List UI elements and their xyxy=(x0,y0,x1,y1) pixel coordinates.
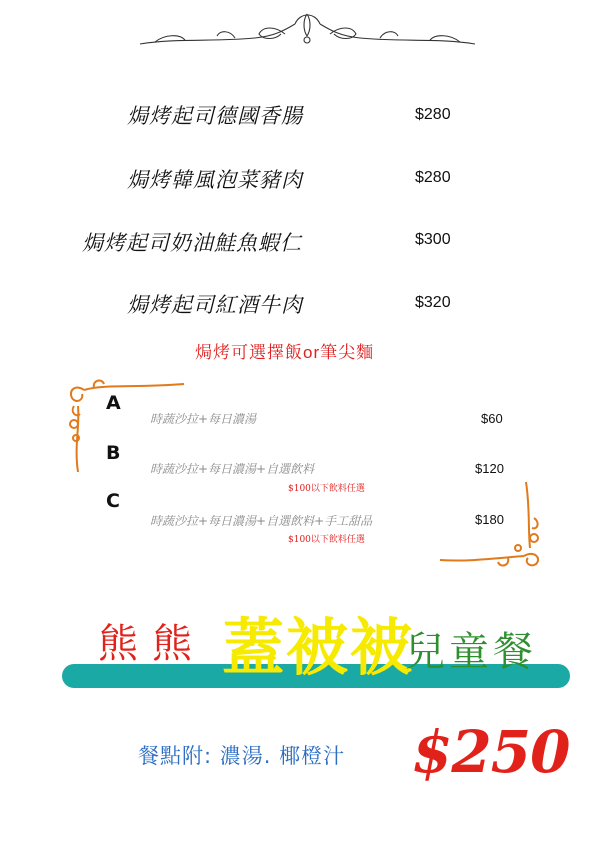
menu-item-price: $280 xyxy=(415,169,451,186)
drink-note: $100以下飲料任選 xyxy=(288,535,365,545)
kids-meal-price: $250 xyxy=(412,718,570,786)
top-ornament xyxy=(135,8,480,50)
set-letter: B xyxy=(106,442,121,464)
set-description: 時蔬沙拉+每日濃湯+自選飲料+手工甜品 xyxy=(150,514,373,528)
set-price: $120 xyxy=(475,461,504,476)
drink-note: $100以下飲料任選 xyxy=(288,484,365,494)
set-letter: A xyxy=(106,392,121,414)
kids-meal-title-part3: 兒童餐 xyxy=(405,629,537,675)
kids-meal-included: 餐點附: 濃湯. 椰橙汁 xyxy=(138,744,346,768)
menu-item-name: 焗烤韓風泡菜豬肉 xyxy=(127,168,303,192)
menu-item-name: 焗烤起司奶油鮭魚蝦仁 xyxy=(82,231,302,255)
set-price: $180 xyxy=(475,512,504,527)
kids-meal-title-part1: 熊熊 xyxy=(98,621,206,667)
rice-or-pasta-note: 焗烤可選擇飯or筆尖麵 xyxy=(195,343,375,362)
kids-meal-title-part2: 蓋被被 xyxy=(222,611,415,684)
set-description: 時蔬沙拉+每日濃湯+自選飲料 xyxy=(150,462,315,476)
set-description: 時蔬沙拉+每日濃湯 xyxy=(150,412,257,426)
menu-item-name: 焗烤起司德國香腸 xyxy=(127,104,303,128)
set-price: $60 xyxy=(481,411,503,426)
menu-item-name: 焗烤起司紅酒牛肉 xyxy=(127,293,303,317)
set-letter: C xyxy=(106,490,120,512)
menu-item-price: $280 xyxy=(415,106,451,123)
menu-item-price: $300 xyxy=(415,231,451,248)
menu-item-price: $320 xyxy=(415,294,451,311)
